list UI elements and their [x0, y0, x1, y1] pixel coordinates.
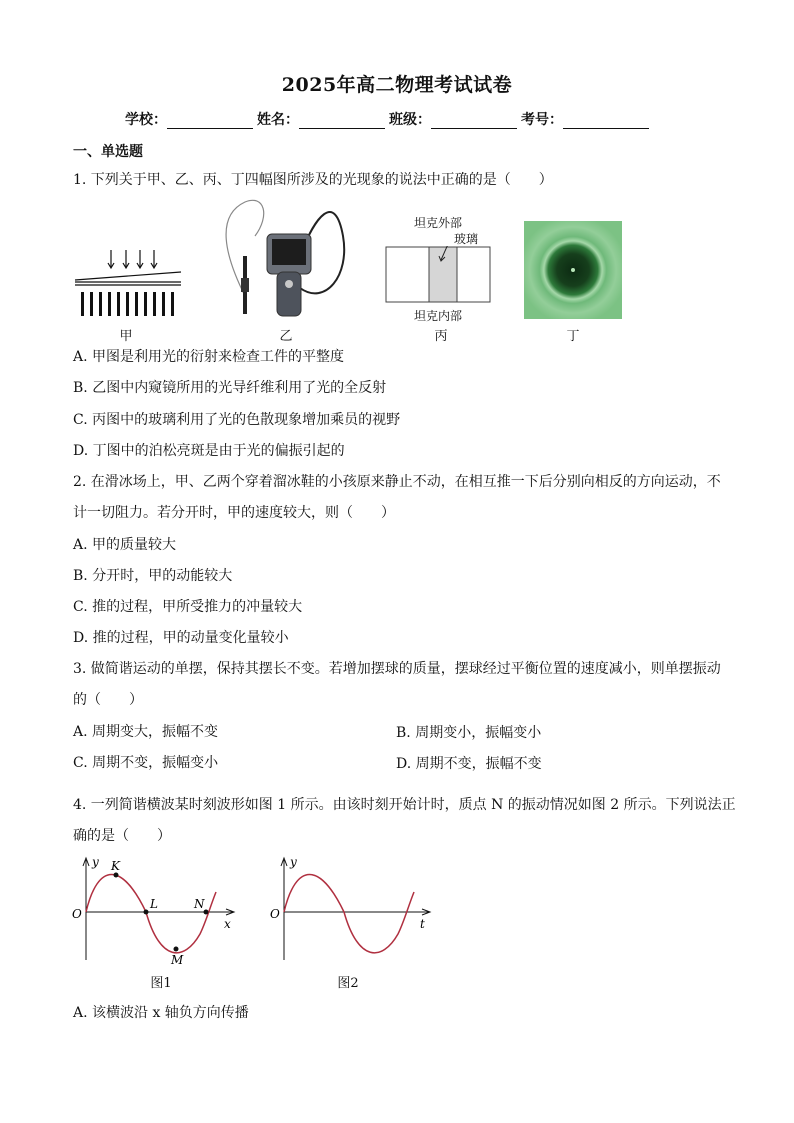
fig1-wave-graph [70, 852, 240, 967]
q3-stem-line1: 3. 做简谐运动的单摆，保持其摆长不变。若增加摆球的质量，摆球经过平衡位置的速度减小，则单摆振动 [73, 661, 721, 677]
q4-option-a[interactable]: A. 该横波沿 x 轴负方向传播 [73, 1005, 249, 1021]
school-blank[interactable] [167, 112, 253, 129]
q3-option-d[interactable]: D. 周期不变，振幅不变 [396, 756, 542, 772]
caption-ding: 丁 [566, 329, 580, 344]
name-blank[interactable] [299, 112, 385, 129]
q2-option-a[interactable]: A. 甲的质量较大 [73, 537, 177, 553]
caption-jia: 甲 [119, 329, 133, 344]
caption-bing: 丙 [434, 329, 448, 344]
label-tank-outside: 坦克外部 [413, 216, 462, 230]
fig-bing-tank-glass [385, 246, 491, 304]
label-tank-inside: 坦克内部 [413, 309, 462, 323]
q2-stem-line2: 计一切阻力。若分开时，甲的速度较大，则（ ） [73, 505, 395, 521]
fig1-caption: 图1 [150, 976, 172, 991]
fig1-point-l: L [150, 897, 158, 911]
student-info-row [125, 109, 653, 129]
fig2-caption: 图2 [337, 976, 359, 991]
fig1-point-k: K [111, 859, 120, 873]
q2-option-d[interactable]: D. 推的过程，甲的动量变化量较小 [73, 630, 289, 646]
fig1-x-label: x [224, 917, 231, 931]
caption-yi: 乙 [279, 329, 293, 344]
q3-stem-line2: 的（ ） [73, 692, 143, 708]
label-glass: 玻璃 [453, 232, 478, 246]
fig1-origin-label: O [72, 907, 82, 921]
fig-jia-flatness-check [73, 250, 183, 320]
fig2-origin-label: O [270, 907, 280, 921]
q1-option-b[interactable]: B. 乙图中内窥镜所用的光导纤维利用了光的全反射 [73, 380, 387, 396]
class-blank[interactable] [431, 112, 517, 129]
q1-option-a[interactable]: A. 甲图是利用光的衍射来检查工件的平整度 [73, 349, 345, 365]
fig-ding-poisson-spot [524, 221, 622, 319]
number-label: 考号： [521, 112, 563, 128]
fig2-t-label: t [420, 917, 425, 931]
fig1-point-m: M [171, 953, 184, 967]
q2-option-c[interactable]: C. 推的过程，甲所受推力的冲量较大 [73, 599, 303, 615]
q3-option-b[interactable]: B. 周期变小，振幅变小 [396, 725, 542, 741]
section-heading: 一、单选题 [73, 144, 143, 160]
q4-stem-line1: 4. 一列简谐横波某时刻波形如图 1 所示。由该时刻开始计时，质点 N 的振动情况如图 2 所示。下列说法正 [73, 797, 736, 813]
q2-option-b[interactable]: B. 分开时，甲的动能较大 [73, 568, 233, 584]
q1-option-d[interactable]: D. 丁图中的泊松亮斑是由于光的偏振引起的 [73, 443, 345, 459]
fig2-vibration-graph [268, 852, 438, 967]
q2-stem-line1: 2. 在滑冰场上，甲、乙两个穿着溜冰鞋的小孩原来静止不动，在相互推一下后分别向相反的方向运动，不 [73, 474, 721, 490]
fig1-y-label: y [92, 855, 99, 869]
fig2-y-label: y [290, 855, 297, 869]
class-label: 班级： [389, 112, 431, 128]
school-label: 学校： [125, 112, 167, 128]
q1-stem: 1. 下列关于甲、乙、丙、丁四幅图所涉及的光现象的说法中正确的是（ ） [73, 172, 553, 188]
q4-stem-line2: 确的是（ ） [73, 828, 171, 844]
name-label: 姓名： [257, 112, 299, 128]
fig-yi-endoscope [205, 196, 350, 321]
q3-option-c[interactable]: C. 周期不变，振幅变小 [73, 755, 219, 771]
q1-option-c[interactable]: C. 丙图中的玻璃利用了光的色散现象增加乘员的视野 [73, 412, 401, 428]
fig1-point-n: N [194, 897, 205, 911]
page-title: 2025年高二物理考试试卷 [281, 74, 513, 96]
number-blank[interactable] [563, 112, 649, 129]
q3-option-a[interactable]: A. 周期变大，振幅不变 [73, 724, 219, 740]
